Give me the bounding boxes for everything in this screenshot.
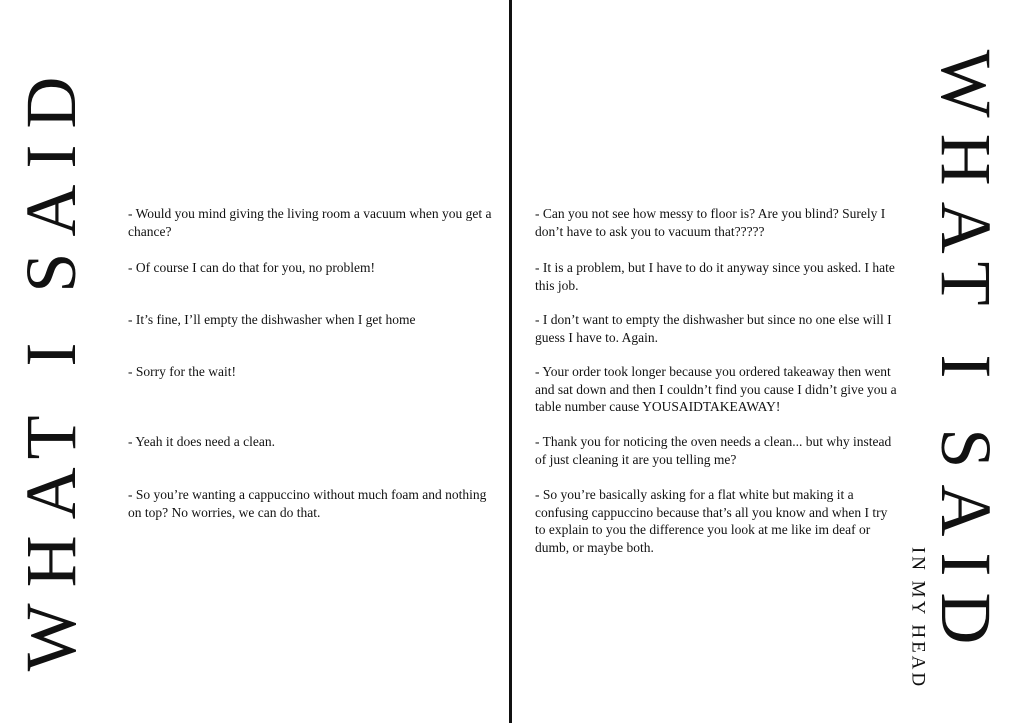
left-line-6: - So you’re wanting a cappuccino without much foam and nothing on top? No worries, we can do that. (128, 487, 487, 520)
left-line-3: - It’s fine, I’ll empty the dishwasher when I get home (128, 312, 416, 327)
right-line-3: - I don’t want to empty the dishwasher but since no one else will I guess I have to. Again. (535, 312, 892, 345)
left-page-title: WHAT I SAID (11, 60, 91, 672)
center-divider (509, 0, 512, 723)
right-line-5: - Thank you for noticing the oven needs a clean... but why instead of just cleaning it are you telling me? (535, 434, 892, 467)
right-page-subtitle: IN MY HEAD (907, 546, 929, 690)
left-line-1: - Would you mind giving the living room a vacuum when you get a chance? (128, 206, 492, 239)
left-line-4: - Sorry for the wait! (128, 364, 236, 379)
right-line-6: - So you’re basically asking for a flat white but making it a confusing cappuccino because that’s all you know and when I try to explain to you the difference you look at me like im deaf or dumb, or maybe both. (535, 487, 888, 555)
right-line-1: - Can you not see how messy to floor is? Are you blind? Surely I don’t have to ask you to vacuum that????? (535, 206, 886, 239)
left-line-2: - Of course I can do that for you, no problem! (128, 260, 376, 275)
right-line-4: - Your order took longer because you ordered takeaway then went and sat down and then I couldn’t find you cause I didn’t give you a table number cause YOUSAIDTAKEAWAY! (535, 364, 897, 414)
right-page-title: WHAT I SAID (926, 49, 1006, 661)
left-line-5: - Yeah it does need a clean. (128, 434, 275, 449)
right-line-2: - It is a problem, but I have to do it anyway since you asked. I hate this job. (535, 260, 895, 293)
